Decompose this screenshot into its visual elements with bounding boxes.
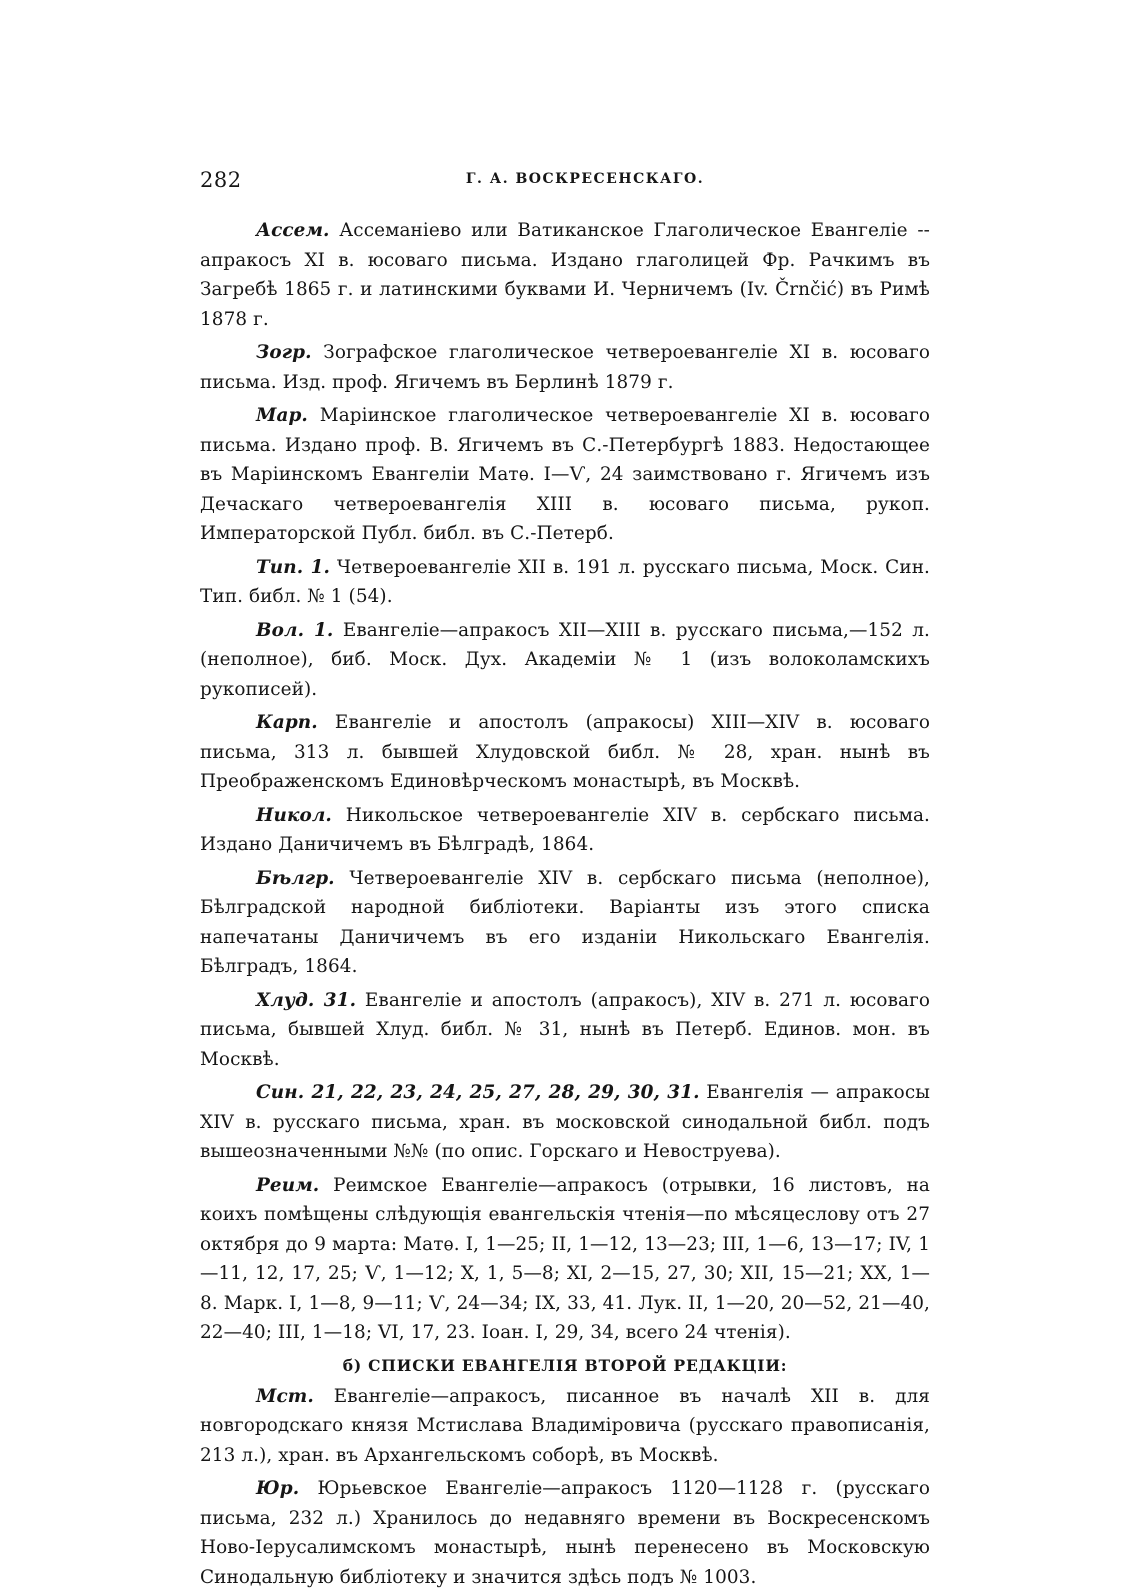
running-title: Г. А. ВОСКРЕСЕНСКАГО. — [465, 171, 705, 187]
page-number: 282 — [200, 168, 242, 192]
entry-reim — [200, 1171, 930, 1348]
entry-tip-1 — [200, 553, 930, 612]
entry-text: Ассеманіево или Ватиканское Глаголическое Евангеліе -- апракосъ XI в. юсоваго письма. Издано глаголицей Фр. Рачкимъ въ Загребѣ 1865 г. и латинскими буквами И. Черничемъ (Iv. Črnčić) въ Римѣ 1878 г. — [200, 220, 930, 330]
book-page — [200, 168, 930, 1596]
entry-abbreviation: Никол. — [256, 804, 332, 826]
entry-text: Зографское глаголическое четвероевангеліе XI в. юсоваго письма. Изд. проф. Ягичемъ въ Берлинѣ 1879 г. — [200, 342, 930, 393]
entry-abbreviation: Мст. — [256, 1385, 314, 1407]
entry-mst — [200, 1382, 930, 1471]
entry-text: Реимское Евангеліе—апракосъ (отрывки, 16 листовъ, на коихъ помѣщены слѣдующія евангельскія чтенія—по мѣсяцеслову отъ 27 октября до 9 марта: Матѳ. I, 1—25; II, 1—12, 13—23; III, 1—6, 13—17; IV, 1—11, 12, 17, 25; Ѵ, 1—12; X, 1, 5—8; XI, 2—15, 27, 30; XII, 15—21; XX, 1—8. Марк. I, 1—8, 9—11; Ѵ, 24—34; IX, 33, 41. Лук. II, 1—20, 20—52, 21—40, 22—40; III, 1—18; VI, 17, 23. Іоан. I, 29, 34, всего 24 чтенія). — [200, 1174, 930, 1343]
manuscript-list-second-redaction — [200, 1382, 930, 1593]
entry-abbreviation: Зогр. — [256, 342, 312, 363]
entry-abbreviation: Тип. 1. — [256, 556, 331, 578]
page-header — [200, 168, 930, 198]
entry-abbreviation: Карп. — [256, 712, 318, 733]
entry-abbreviation: Ассем. — [256, 220, 330, 241]
entry-abbreviation: Вол. 1. — [256, 619, 334, 641]
entry-assem — [200, 216, 930, 334]
entry-text: Маріинское глаголическое четвероевангеліе XI в. юсоваго письма. Издано проф. В. Ягичемъ въ С.-Петербургѣ 1883. Недостающее въ Маріинскомъ Евангеліи Матѳ. I—Ѵ, 24 заимствовано г. Ягичемъ изъ Дечаскаго четвероевангелія XIII в. юсоваго письма, рукоп. Императорской Публ. библ. въ С.-Петерб. — [200, 405, 930, 544]
entry-karp — [200, 708, 930, 797]
entry-vol-1 — [200, 616, 930, 705]
entry-zogr — [200, 338, 930, 397]
entry-text: Никольское четвероевангеліе XIV в. сербскаго письма. Издано Даничичемъ въ Бѣлградѣ, 1864. — [200, 804, 930, 855]
entry-abbreviation: Юр. — [256, 1478, 300, 1499]
entry-yur — [200, 1474, 930, 1592]
entry-nikol — [200, 801, 930, 860]
entry-abbreviation: Мар. — [256, 405, 308, 426]
entry-abbreviation: Син. 21, 22, 23, 24, 25, 27, 28, 29, 30, 31. — [256, 1082, 700, 1103]
entry-text: Юрьевское Евангеліе—апракосъ 1120—1128 г. (русскаго письма, 232 л.) Хранилось до недавняго времени въ Воскресенскомъ Ново-Іерусалимскомъ монастырѣ, нынѣ перенесено въ Московскую Синодальную библіотеку и значится здѣсь подъ № 1003. — [200, 1478, 930, 1588]
entry-text: Четвероевангеліе XII в. 191 л. русскаго письма, Моск. Син. Тип. библ. № 1 (54). — [200, 556, 930, 607]
entry-text: Евангеліе—апракосъ, писанное въ началѣ XII в. для новгородскаго князя Мстислава Владиміровича (русскаго правописанія, 213 л.), хран. въ Архангельскомъ соборѣ, въ Москвѣ. — [200, 1385, 930, 1466]
manuscript-list-first-redaction — [200, 216, 930, 1348]
entry-abbreviation: Бѣлгр. — [256, 867, 335, 889]
entry-abbreviation: Реим. — [256, 1174, 320, 1196]
entry-mar — [200, 401, 930, 549]
section-heading: б) СПИСКИ ЕВАНГЕЛІЯ ВТОРОЙ РЕДАКЦІИ: — [342, 1355, 788, 1375]
entry-belgr — [200, 864, 930, 982]
entry-text: Евангеліе и апостолъ (апракосы) XIII—XIV в. юсоваго письма, 313 л. бывшей Хлудовской библ. № 28, хран. нынѣ въ Преображенскомъ Единовѣрческомъ монастырѣ, въ Москвѣ. — [200, 712, 930, 792]
entry-text: Евангеліе—апракосъ XII—XIII в. русскаго письма,—152 л. (неполное), биб. Моск. Дух. Академіи № 1 (изъ волоколамскихъ рукописей). — [200, 619, 930, 700]
entry-khlud-31 — [200, 986, 930, 1075]
entry-text: Евангеліе и апостолъ (апракосъ), XIV в. 271 л. юсоваго письма, бывшей Хлуд. библ. № 31, нынѣ въ Петерб. Единов. мон. въ Москвѣ. — [200, 989, 931, 1070]
entry-abbreviation: Хлуд. 31. — [256, 989, 357, 1011]
entry-text: Евангелія — апракосы XIV в. русскаго письма, хран. въ московской синодальной библ. подъ вышеозначенными №№ (по опис. Горскаго и Невоструева). — [200, 1082, 930, 1162]
entry-sin — [200, 1078, 930, 1167]
entry-text: Четвероевангеліе XIV в. сербскаго письма (неполное), Бѣлградской народной библіотеки. Варіанты изъ этого списка напечатаны Даничичемъ въ его изданіи Никольскаго Евангелія. Бѣлградъ, 1864. — [200, 867, 930, 977]
